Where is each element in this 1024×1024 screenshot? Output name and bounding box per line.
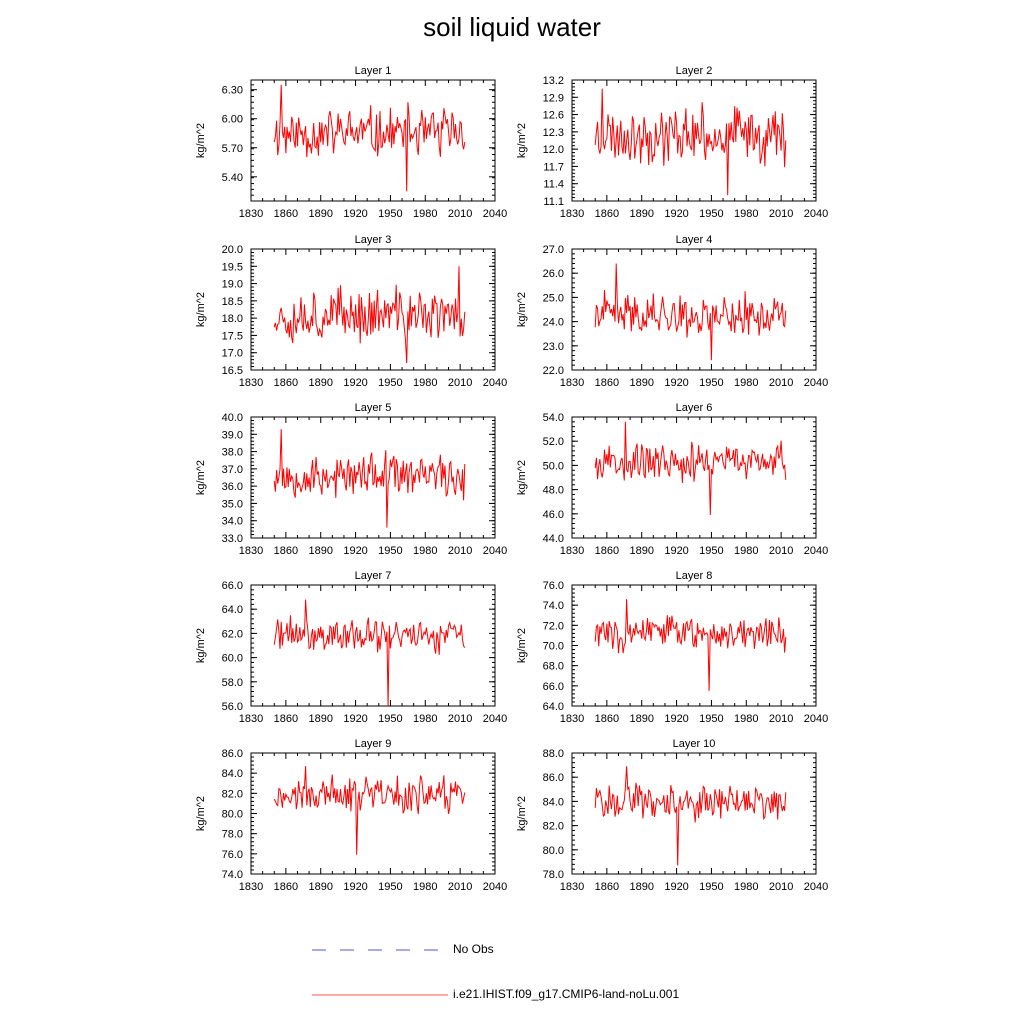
y-tick-label: 22.0 [542,365,564,377]
panel-title: Layer 7 [354,570,392,582]
x-tick-label: 1830 [559,377,585,389]
x-tick-label: 1950 [699,881,724,893]
x-tick-label: 1860 [594,713,620,725]
panel-title: Layer 1 [354,65,392,77]
series-line [274,85,465,192]
y-tick-label: 76.0 [542,580,564,592]
x-tick-label: 1830 [238,881,264,893]
y-tick-label: 5.40 [221,171,243,184]
x-tick-label: 1920 [664,713,689,725]
x-tick-label: 2010 [447,377,473,389]
x-tick-label: 1890 [629,208,654,220]
x-tick-label: 2010 [447,713,473,725]
panel-title: Layer 3 [354,234,392,246]
x-tick-label: 1830 [238,208,264,220]
y-tick-label: 6.30 [221,84,243,97]
panel-layer-10 [516,738,828,893]
plot-frame [572,249,816,370]
x-tick-label: 1890 [308,208,333,220]
panel-title: Layer 9 [354,738,392,750]
x-tick-label: 1830 [559,713,585,725]
y-tick-label: 12.6 [542,109,564,122]
y-tick-label: 18.0 [221,313,243,326]
x-tick-label: 1980 [413,713,438,725]
panel-layer-4 [516,234,828,389]
x-tick-label: 1830 [559,208,585,220]
x-tick-label: 2040 [803,713,829,725]
x-tick-label: 1890 [308,713,333,725]
x-tick-label: 1890 [629,881,654,893]
y-tick-label: 46.0 [542,508,564,521]
y-tick-label: 13.2 [542,75,564,87]
x-tick-label: 1920 [664,881,689,893]
y-tick-label: 12.9 [542,92,564,105]
y-tick-label: 37.0 [221,463,243,476]
y-axis-label: kg/m^2 [516,291,528,328]
y-axis-label: kg/m^2 [516,459,528,496]
y-tick-label: 62.0 [221,628,243,641]
x-tick-label: 1830 [238,377,264,389]
x-tick-label: 1920 [343,881,368,893]
series-line [595,264,786,361]
y-tick-label: 48.0 [542,484,564,497]
y-tick-label: 52.0 [542,436,564,449]
x-tick-label: 2010 [447,208,473,220]
y-tick-label: 33.0 [221,533,243,545]
y-tick-label: 78.0 [221,828,243,841]
x-tick-label: 2010 [447,881,473,893]
x-tick-label: 1920 [343,545,368,557]
series-line [274,600,465,707]
x-tick-label: 1860 [594,377,620,389]
x-tick-label: 1830 [559,545,585,557]
y-tick-label: 86.0 [221,748,243,760]
y-tick-label: 39.0 [221,429,243,442]
y-tick-label: 20.0 [221,244,243,256]
y-tick-label: 80.0 [542,844,564,857]
y-axis-label: kg/m^2 [516,795,528,832]
series-line [595,766,786,865]
y-tick-label: 64.0 [542,701,564,713]
x-tick-label: 1950 [378,881,403,893]
x-tick-label: 2040 [803,881,829,893]
series-line [595,422,786,515]
y-axis-label: kg/m^2 [195,459,207,496]
x-tick-label: 1980 [413,881,438,893]
x-tick-label: 1950 [699,545,724,557]
x-tick-label: 1860 [594,545,620,557]
panel-title: Layer 6 [675,402,713,414]
x-tick-label: 1980 [413,545,438,557]
x-tick-label: 1920 [664,545,689,557]
y-tick-label: 17.5 [221,330,243,343]
panel-layer-1 [195,65,507,220]
y-axis-label: kg/m^2 [195,291,207,328]
y-tick-label: 34.0 [221,515,243,528]
y-tick-label: 56.0 [221,701,243,713]
y-tick-label: 60.0 [221,652,243,665]
y-tick-label: 86.0 [542,772,564,785]
x-tick-label: 2040 [482,208,508,220]
x-tick-label: 2040 [482,881,508,893]
y-tick-label: 78.0 [542,869,564,881]
x-tick-label: 1860 [273,208,299,220]
y-tick-label: 36.0 [221,481,243,494]
y-axis-label: kg/m^2 [195,122,207,159]
y-tick-label: 50.0 [542,460,564,473]
x-tick-label: 1920 [343,713,368,725]
y-tick-label: 82.0 [542,820,564,833]
y-tick-label: 66.0 [221,580,243,592]
x-tick-label: 1950 [378,377,403,389]
y-tick-label: 68.0 [542,660,564,673]
panel-title: Layer 2 [675,65,713,77]
x-tick-label: 1920 [664,377,689,389]
figure-title: soil liquid water [423,12,601,42]
y-tick-label: 11.4 [543,178,564,191]
x-tick-label: 1890 [629,377,654,389]
x-tick-label: 2040 [482,545,508,557]
x-tick-label: 1860 [273,377,299,389]
x-tick-label: 1980 [734,545,759,557]
x-tick-label: 1890 [308,377,333,389]
x-tick-label: 1920 [664,208,689,220]
x-tick-label: 2040 [803,208,829,220]
x-tick-label: 1980 [734,377,759,389]
y-tick-label: 24.0 [542,316,564,329]
panel-layer-9 [195,738,507,893]
y-tick-label: 11.1 [543,196,564,208]
y-tick-label: 38.0 [221,446,243,459]
y-tick-label: 74.0 [221,869,243,881]
y-tick-label: 12.3 [542,126,564,139]
y-tick-label: 88.0 [542,748,564,760]
x-tick-label: 1980 [734,208,759,220]
x-tick-label: 1830 [238,545,264,557]
x-tick-label: 2010 [447,545,473,557]
panel-layer-8 [516,570,828,725]
x-tick-label: 1980 [734,713,759,725]
y-tick-label: 82.0 [221,788,243,801]
y-tick-label: 66.0 [542,680,564,693]
panel-layer-2 [516,65,828,220]
x-tick-label: 2010 [768,377,794,389]
panel-layer-3 [195,234,507,389]
x-tick-label: 1950 [378,208,403,220]
x-tick-label: 1950 [378,545,403,557]
y-axis-label: kg/m^2 [516,122,528,159]
x-tick-label: 1890 [629,545,654,557]
panel-layer-5 [195,402,507,557]
y-tick-label: 58.0 [221,676,243,689]
x-tick-label: 1920 [343,377,368,389]
legend-label-no-obs: No Obs [453,942,494,956]
y-tick-label: 35.0 [221,498,243,511]
panel-layer-6 [516,402,828,557]
x-tick-label: 1890 [629,713,654,725]
x-tick-label: 1890 [308,881,333,893]
x-tick-label: 1830 [559,881,585,893]
x-tick-label: 1950 [699,377,724,389]
y-tick-label: 26.0 [542,268,564,281]
y-tick-label: 12.0 [542,144,564,157]
y-tick-label: 27.0 [542,244,564,256]
legend [312,950,448,995]
series-line [274,429,465,527]
x-tick-label: 2010 [768,881,794,893]
x-tick-label: 2010 [768,208,794,220]
panel-title: Layer 8 [675,570,713,582]
y-tick-label: 17.0 [221,347,243,360]
y-tick-label: 19.0 [221,278,243,291]
x-tick-label: 2040 [482,713,508,725]
x-tick-label: 1860 [273,545,299,557]
y-tick-label: 54.0 [542,412,564,424]
y-tick-label: 70.0 [542,640,564,653]
legend-label-model: i.e21.IHIST.f09_g17.CMIP6-land-noLu.001 [453,987,680,1001]
series-line [595,599,786,691]
panel-layer-7 [195,570,507,725]
x-tick-label: 2040 [803,545,829,557]
series-line [274,266,465,363]
plot-frame [251,753,495,874]
x-tick-label: 2040 [482,377,508,389]
y-tick-label: 19.5 [221,261,243,274]
plot-frame [251,249,495,370]
x-tick-label: 1980 [413,208,438,220]
y-tick-label: 84.0 [221,768,243,781]
y-tick-label: 18.5 [221,295,243,308]
y-tick-label: 84.0 [542,796,564,809]
y-tick-label: 40.0 [221,412,243,424]
panel-title: Layer 5 [354,402,392,414]
x-tick-label: 1860 [273,881,299,893]
x-tick-label: 1860 [273,713,299,725]
y-tick-label: 5.70 [221,142,243,155]
x-tick-label: 1920 [343,208,368,220]
panel-title: Layer 4 [675,234,713,246]
y-axis-label: kg/m^2 [195,627,207,664]
x-tick-label: 2010 [768,545,794,557]
panel-title: Layer 10 [672,738,716,750]
x-tick-label: 1860 [594,881,620,893]
y-tick-label: 76.0 [221,848,243,861]
x-tick-label: 1890 [308,545,333,557]
y-tick-label: 11.7 [543,161,564,174]
x-tick-label: 1830 [238,713,264,725]
series-line [595,89,786,196]
y-tick-label: 6.00 [221,113,243,126]
series-line [274,766,465,855]
y-tick-label: 72.0 [542,620,564,633]
y-tick-label: 25.0 [542,292,564,305]
x-tick-label: 1950 [699,208,724,220]
y-tick-label: 74.0 [542,600,564,613]
x-tick-label: 1980 [413,377,438,389]
y-tick-label: 23.0 [542,340,564,353]
y-axis-label: kg/m^2 [195,795,207,832]
y-tick-label: 16.5 [221,365,243,377]
x-tick-label: 1980 [734,881,759,893]
y-axis-label: kg/m^2 [516,627,528,664]
x-tick-label: 1860 [594,208,620,220]
x-tick-label: 2040 [803,377,829,389]
plot-frame [251,585,495,706]
y-tick-label: 64.0 [221,604,243,617]
y-tick-label: 80.0 [221,808,243,821]
x-tick-label: 2010 [768,713,794,725]
x-tick-label: 1950 [378,713,403,725]
x-tick-label: 1950 [699,713,724,725]
y-tick-label: 44.0 [542,533,564,545]
